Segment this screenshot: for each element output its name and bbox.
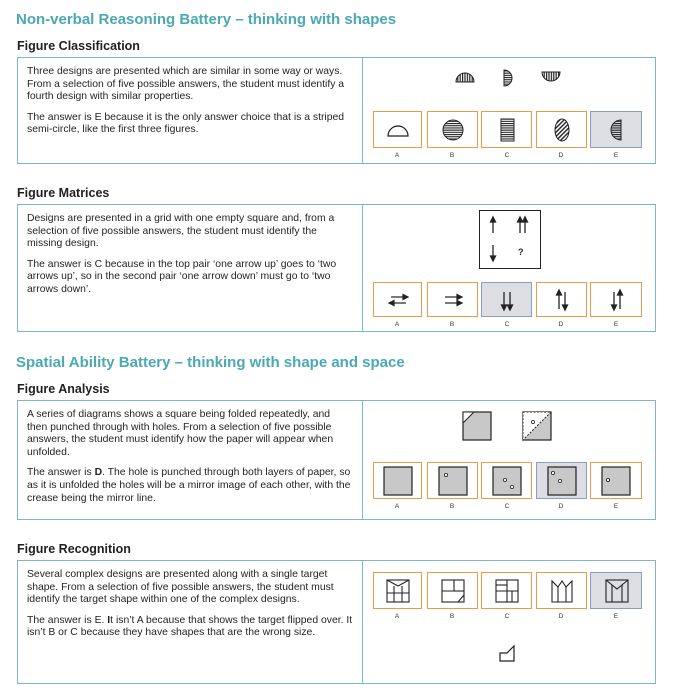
- arrows-up-down-icon: [557, 290, 568, 310]
- recognition-para1: Several complex designs are presented along with a single target shape. From a selection of five possible answers, the student must identify the target shape within one of the complex designs.: [27, 569, 334, 606]
- analysis-para1: A series of diagrams shows a square being folded repeatedly, and then punched through with holes. From a selection of five possible answers, the student must identify how the paper will appear when unfolded.: [27, 409, 334, 458]
- option-label-e: E: [613, 503, 619, 510]
- recognition-para2-bold: I: [107, 614, 111, 626]
- panel-divider: [362, 58, 363, 163]
- recognition-para2-prefix: The answer is E.: [27, 614, 108, 626]
- target-shape: [497, 643, 519, 665]
- arrows-down-up-icon: [612, 290, 623, 310]
- striped-ellipse-icon: [555, 119, 569, 141]
- classification-text: [27, 66, 353, 145]
- missing-mark: ?: [518, 247, 524, 257]
- matrices-para1: Designs are presented in a grid with one empty square and, from a selection of five possible answers, the student must identify the missing design.: [27, 213, 335, 250]
- analysis-panel: [17, 400, 656, 520]
- panel-divider: [362, 561, 363, 683]
- matrices-option-c[interactable]: [481, 282, 532, 317]
- fold-sequence: [460, 409, 560, 445]
- analysis-option-c[interactable]: [481, 462, 532, 499]
- option-label-d: D: [558, 613, 564, 620]
- complex-design-d-icon: [552, 581, 572, 602]
- recognition-option-d[interactable]: [536, 572, 587, 609]
- matrices-option-e[interactable]: [590, 282, 642, 317]
- option-label-c: C: [504, 503, 510, 510]
- classification-para1: Three designs are presented which are similar in some way or ways. From a selection of five possible answers, the student must identify a fourth design with similar properties.: [27, 66, 345, 103]
- classification-option-d[interactable]: [536, 111, 587, 148]
- panel-divider: [362, 205, 363, 331]
- complex-design-c-icon: [496, 580, 518, 602]
- unfolded-square-two-holes-icon: [493, 467, 521, 495]
- recognition-text: [27, 569, 353, 648]
- matrices-title: Figure Matrices: [17, 186, 110, 200]
- option-label-a: A: [394, 503, 400, 510]
- spatial-heading: Spatial Ability Battery – thinking with shape and space: [16, 354, 405, 371]
- option-label-b: B: [449, 503, 455, 510]
- recognition-title: Figure Recognition: [17, 542, 131, 556]
- two-arrows-up-icon: [518, 217, 528, 233]
- matrices-option-a[interactable]: [373, 282, 422, 317]
- one-arrow-up-icon: [491, 217, 496, 233]
- unfolded-square-icon: [384, 467, 412, 495]
- classification-stimulus: [450, 66, 570, 88]
- classification-option-e[interactable]: [590, 111, 642, 148]
- matrices-option-d[interactable]: [536, 282, 587, 317]
- analysis-option-b[interactable]: [427, 462, 478, 499]
- option-label-b: B: [449, 321, 455, 328]
- matrix-grid: [479, 210, 541, 269]
- analysis-para2-answer: D: [94, 467, 103, 479]
- panel-divider: [362, 401, 363, 519]
- option-label-a: A: [394, 152, 400, 159]
- recognition-para2: [27, 615, 353, 640]
- nonverbal-heading: Non-verbal Reasoning Battery – thinking with shapes: [16, 11, 397, 28]
- option-label-c: C: [504, 152, 510, 159]
- classification-option-c[interactable]: [481, 111, 532, 148]
- analysis-title: Figure Analysis: [17, 382, 110, 396]
- unfolded-square-hole-icon: [602, 467, 630, 495]
- complex-design-a-icon: [387, 580, 409, 602]
- option-label-b: B: [449, 613, 455, 620]
- striped-semicircle-up-icon: [456, 73, 474, 82]
- striped-semicircle-right-icon: [504, 70, 512, 86]
- complex-design-b-icon: [442, 580, 464, 602]
- one-arrow-down-icon: [491, 245, 496, 261]
- classification-option-b[interactable]: [427, 111, 478, 148]
- recognition-option-e[interactable]: [590, 572, 642, 609]
- option-label-d: D: [558, 321, 564, 328]
- analysis-option-a[interactable]: [373, 462, 422, 499]
- recognition-option-a[interactable]: [373, 572, 422, 609]
- striped-circle-icon: [443, 120, 463, 140]
- semicircle-icon: [388, 126, 408, 136]
- classification-option-a[interactable]: [373, 111, 422, 148]
- target-shape-icon: [500, 646, 514, 661]
- matrices-option-b[interactable]: [427, 282, 478, 317]
- classification-para2: The answer is E because it is the only answer choice that is a striped semi-circle, like the first three figures.: [27, 111, 345, 136]
- striped-semicircle-down-icon: [542, 72, 560, 81]
- recognition-para2-rest: t isn’t A because that shows the target flipped over. It isn’t B or C because they have shapes that are the wrong size.: [27, 614, 353, 639]
- option-label-e: E: [613, 613, 619, 620]
- option-label-c: C: [504, 613, 510, 620]
- two-arrows-left-right-icon: [389, 295, 408, 306]
- striped-semicircle-left-icon: [611, 120, 621, 140]
- complex-design-e-icon: [606, 580, 628, 602]
- two-arrows-right-icon: [445, 295, 462, 306]
- analysis-option-d[interactable]: [536, 462, 587, 499]
- analysis-option-e[interactable]: [590, 462, 642, 499]
- striped-rectangle-icon: [501, 119, 514, 141]
- matrices-text: [27, 213, 353, 305]
- matrices-para2: The answer is C because in the top pair ‘one arrow up’ goes to ‘two arrows up’, so in the second pair ‘one arrow down’ must go to ‘two arrows down’.: [27, 258, 337, 295]
- folded-square-icon: [463, 412, 491, 440]
- punched-folded-square-icon: [523, 412, 551, 440]
- analysis-para2: [27, 467, 353, 505]
- classification-title: Figure Classification: [17, 39, 140, 53]
- option-label-d: D: [558, 152, 564, 159]
- analysis-para2-rest: . The hole is punched through both layers of paper, so as it is unfolded the holes will be a mirror image of each other, with the crease being the mirror line.: [27, 467, 351, 504]
- unfolded-square-mirror-holes-icon: [548, 467, 576, 495]
- option-label-c: C: [504, 321, 510, 328]
- option-label-d: D: [558, 503, 564, 510]
- unfolded-square-one-hole-icon: [439, 467, 467, 495]
- option-label-a: A: [394, 321, 400, 328]
- option-label-e: E: [613, 152, 619, 159]
- two-arrows-down-icon: [502, 292, 513, 310]
- analysis-para2-prefix: The answer is: [27, 467, 95, 479]
- option-label-a: A: [394, 613, 400, 620]
- recognition-option-c[interactable]: [481, 572, 532, 609]
- recognition-option-b[interactable]: [427, 572, 478, 609]
- analysis-text: [27, 409, 353, 513]
- option-label-e: E: [613, 321, 619, 328]
- option-label-b: B: [449, 152, 455, 159]
